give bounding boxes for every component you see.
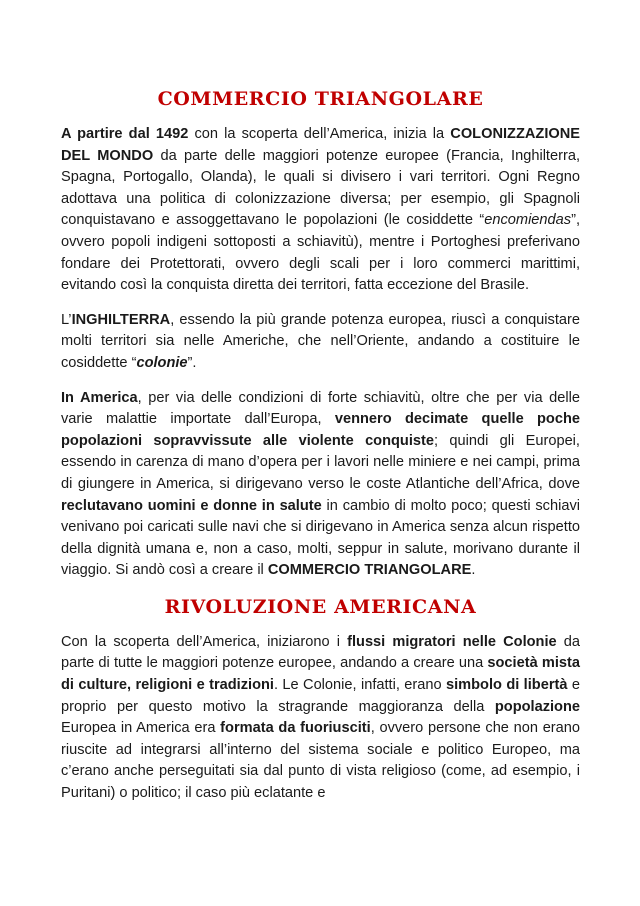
text: con la scoperta dell’America, inizia la: [188, 126, 451, 142]
paragraph-inghilterra: [61, 310, 580, 375]
text-bold: COLONIZZAZIONE DEL MONDO: [61, 126, 580, 164]
text-bold: società mista di culture, religioni e tradizioni: [61, 655, 580, 694]
text-bold: simbolo di libertà: [446, 677, 568, 694]
text: . Le Colonie, infatti, erano: [273, 677, 446, 694]
text: ; quindi gli Europei, essendo in carenza di mano d’opera per i lavori nelle miniere e nei campi, prima di giungere in America, si dirigevano verso le coste Atlantiche dell’Africa, dove: [61, 432, 580, 492]
text-bold-italic: colonie: [136, 354, 188, 371]
text-italic: encomiendas: [484, 212, 572, 229]
text-bold: In America: [61, 389, 138, 406]
text: da parte di tutte le maggiori potenze europee, andando a creare una: [61, 633, 580, 672]
text-bold: reclutavano uomini e donne in salute: [61, 497, 322, 514]
section-title-rivoluzione-americana: RIVOLUZIONE AMERICANA: [164, 595, 477, 618]
paragraph-colonizzazione: [61, 124, 580, 297]
text: ”, ovvero popoli indigeni sottoposti a schiavitù), mentre i Portoghesi preferivano fondare dei Protettorati, ovvero degli scali per i loro commerci marittimi, evitando così la conquista diretta dei territori, fatta eccezione del Brasile.: [61, 212, 580, 294]
text-bold: COMMERCIO TRIANGOLARE: [267, 562, 472, 579]
section-title-commercio-triangolare: COMMERCIO TRIANGOLARE: [157, 88, 484, 110]
text: .: [471, 562, 476, 579]
text: da parte delle maggiori potenze europee (Francia, Inghilterra, Spagna, Portogallo, Olanda), le quali si divisero i vari territori. Ogni Regno adottava una politica di colonizzazione diversa; per esempio, gli Spagnoli conquistavano e assoggettavano le popolazioni (le cosiddette “: [61, 147, 580, 229]
text: L’: [61, 311, 72, 328]
text: in cambio di molto poco; questi schiavi venivano poi caricati sulle navi che si dirigevano in America senza alcun rispetto della dignità umana e, non a caso, molti, seppur in salute, morivano durante il viaggio. Si andò così a creare il: [61, 497, 580, 579]
text-bold: formata da fuoriusciti: [220, 720, 371, 737]
text-bold: vennero decimate quelle poche popolazioni sopravvissute alle violente conquiste: [61, 411, 580, 449]
paragraph-america: [61, 388, 580, 582]
text-bold: A partire dal 1492: [61, 126, 189, 142]
text: , essendo la più grande potenza europea, riuscì a conquistare molti territori sia nelle Americhe, che nell’Oriente, andando a costituire le cosiddette “: [61, 311, 580, 371]
text: Europea in America era: [61, 720, 221, 737]
text: Con la scoperta dell’America, iniziarono i: [61, 633, 348, 650]
text-bold: popolazione: [494, 698, 580, 715]
text-bold: INGHILTERRA: [71, 311, 171, 328]
text-bold: flussi migratori nelle Colonie: [347, 633, 557, 650]
paragraph-flussi-migratori: [61, 632, 580, 805]
text: e proprio per questo motivo la stragrande maggioranza della: [61, 677, 580, 715]
text: , ovvero persone che non erano riuscite ad integrarsi all’interno del sistema sociale e politico Europeo, ma c’erano anche perseguitati sia dal punto di vista religioso (come, ad esempio, i Puritani) o politico; il caso più eclatante e: [61, 720, 581, 802]
text: ”.: [187, 354, 197, 371]
text: , per via delle condizioni di forte schiavitù, oltre che per via delle varie malattie importate dall’Europa,: [61, 389, 580, 428]
